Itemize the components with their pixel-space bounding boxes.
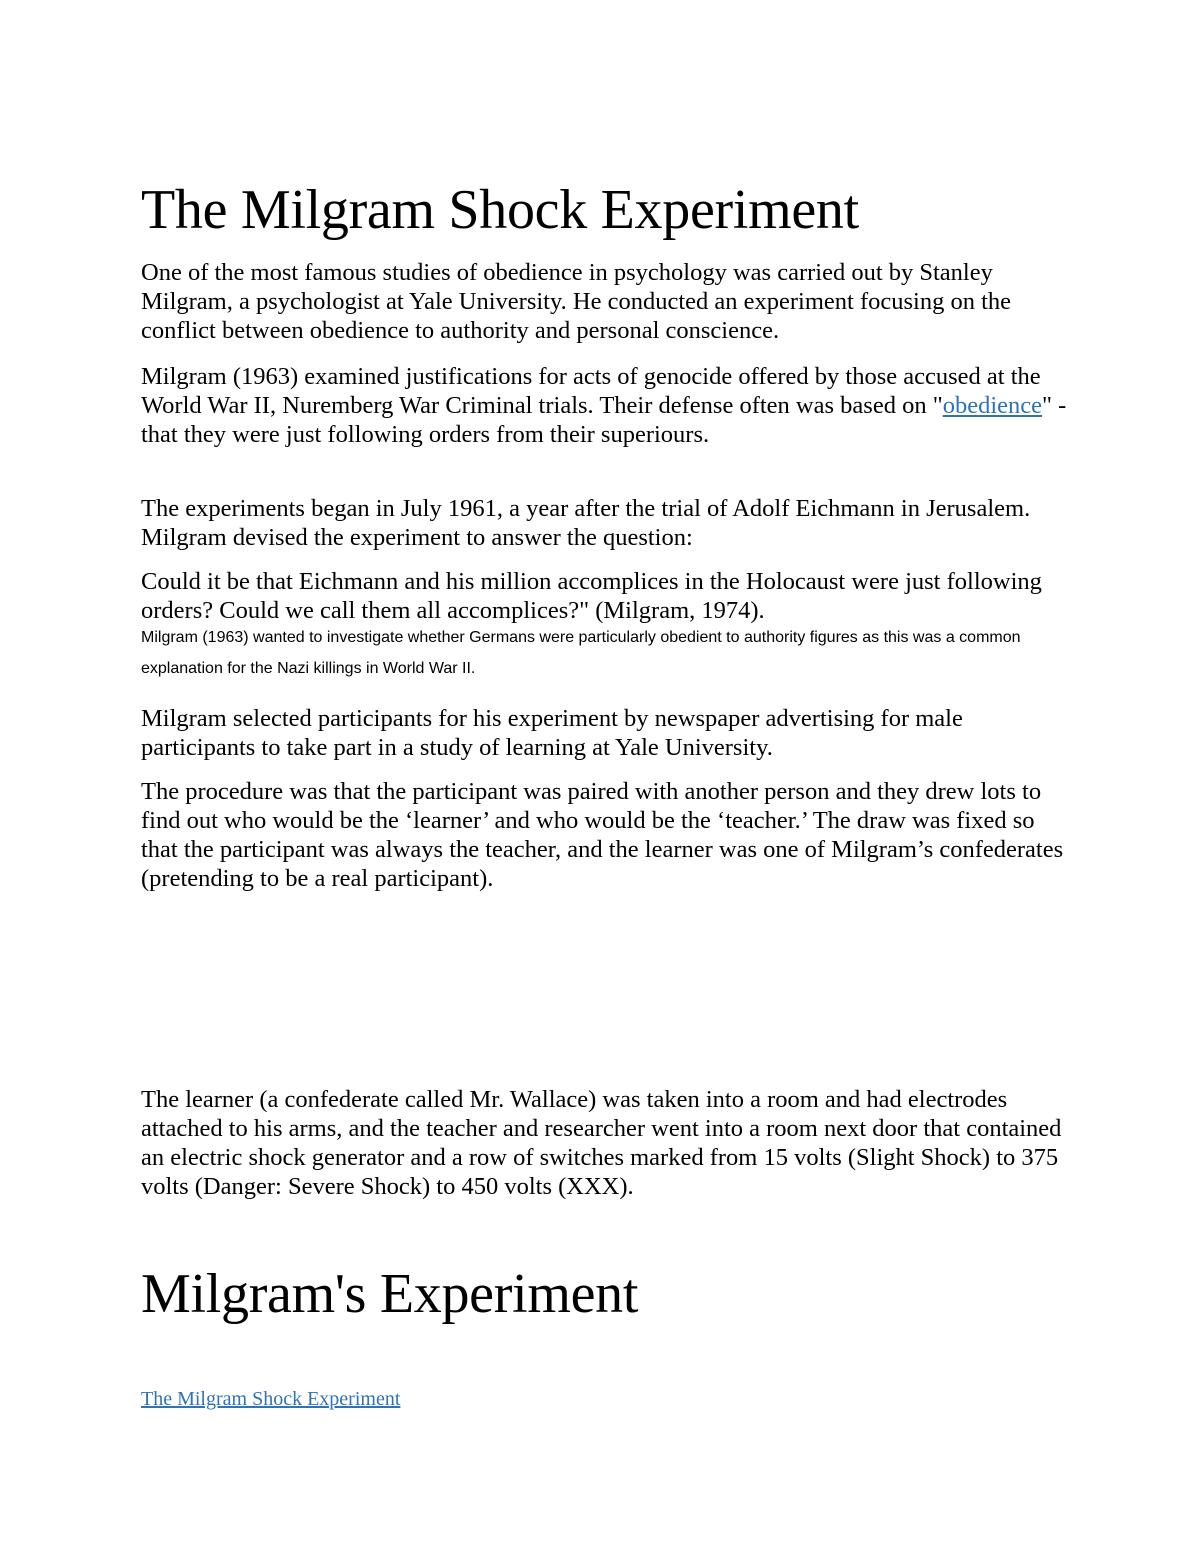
section-heading: Milgram's Experiment	[141, 1263, 639, 1325]
paragraph-procedure: The procedure was that the participant was paired with another person and they drew lots to find out who would be the ‘learner’ and who would be the ‘teacher.’ The draw was fixed so that the participant was always the teacher, and the learner was one of Milgram’s confederates (pretending to be a real participant).	[141, 778, 1064, 892]
paragraph-participants: Milgram selected participants for his experiment by newspaper advertising for male participants to take part in a study of learning at Yale University.	[141, 705, 963, 761]
paragraph-learner: The learner (a confederate called Mr. Wallace) was taken into a room and had electrodes attached to his arms, and the teacher and researcher went into a room next door that contained an electric shock generator and a row of switches marked from 15 volts (Slight Shock) to 375 volts (Danger: Severe Shock) to 450 volts (XXX).	[141, 1086, 1062, 1200]
milgram-experiment-link[interactable]: The Milgram Shock Experiment	[141, 1388, 401, 1410]
paragraph-genocide-text-before: Milgram (1963) examined justifications for acts of genocide offered by those accused at the World War II, Nuremberg War Criminal trials. Their defense often was based on "	[141, 363, 1041, 419]
bottom-link-paragraph	[141, 1386, 1071, 1412]
obedience-link[interactable]: obedience	[942, 392, 1043, 419]
paragraph-experiments-began: The experiments began in July 1961, a year after the trial of Adolf Eichmann in Jerusalem. Milgram devised the experiment to answer the question:	[141, 495, 1031, 551]
paragraph-intro: One of the most famous studies of obedience in psychology was carried out by Stanley Milgram, a psychologist at Yale University. He conducted an experiment focusing on the conflict between obedience to authority and personal conscience.	[141, 259, 1012, 344]
paragraph-quote: Could it be that Eichmann and his million accomplices in the Holocaust were just following orders? Could we call them all accomplices?" (Milgram, 1974).	[141, 568, 1042, 624]
paragraph-genocide	[141, 362, 1071, 449]
paragraph-germans: Milgram (1963) wanted to investigate whether Germans were particularly obedient to authority figures as this was a common explanation for the Nazi killings in World War II.	[141, 629, 1021, 677]
page-title: The Milgram Shock Experiment	[141, 179, 859, 241]
paragraph-genocide-text-after: " - that they were just following orders from their superiours.	[141, 392, 1067, 448]
